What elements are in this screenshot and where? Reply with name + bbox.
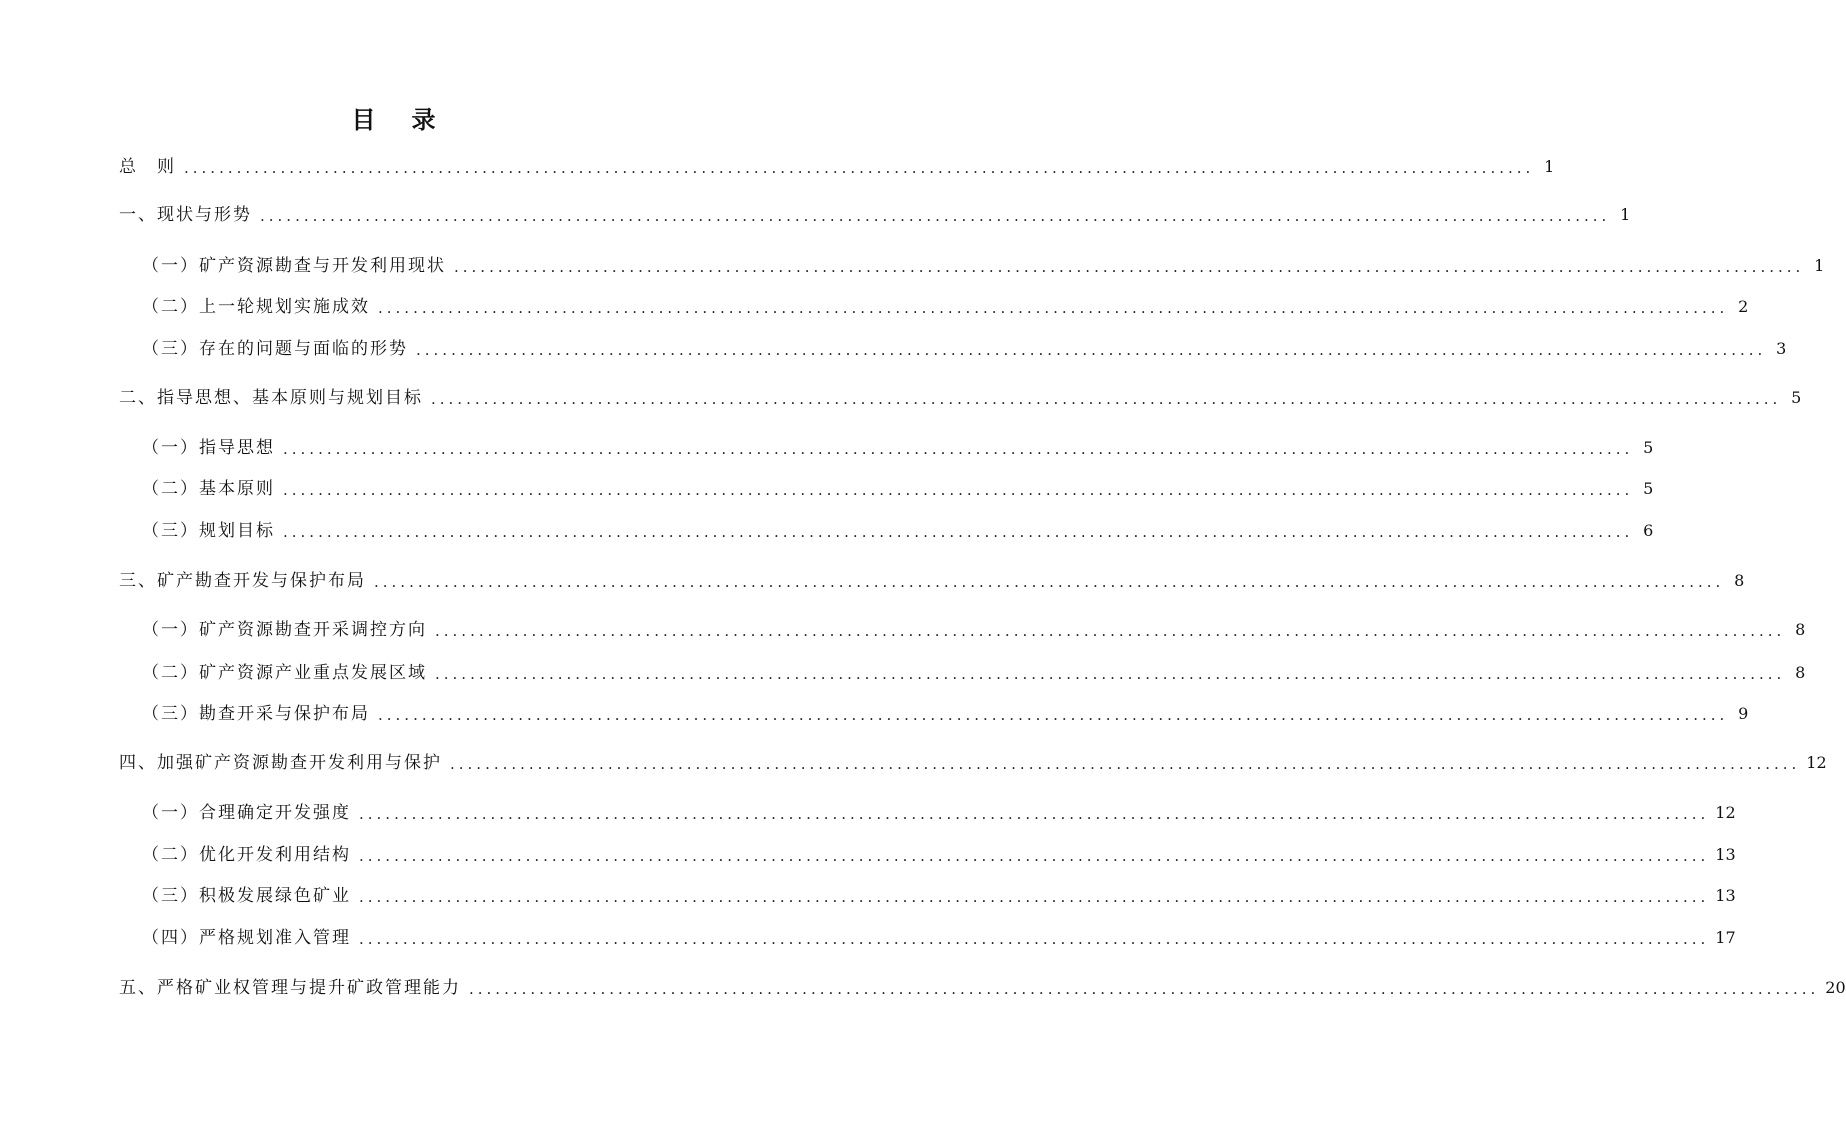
toc-entry[interactable]: [0, 973, 1846, 1003]
toc-entry-label: （二）基本原则: [142, 479, 275, 499]
toc-entry[interactable]: [0, 658, 1806, 688]
toc-page-number: 1: [1814, 256, 1825, 275]
toc-entry[interactable]: [0, 200, 1631, 230]
toc-page-number: 1: [1620, 205, 1631, 224]
toc-entry-label: （三）积极发展绿色矿业: [142, 886, 351, 906]
toc-entry[interactable]: [0, 516, 1654, 546]
toc-entry[interactable]: [0, 615, 1806, 645]
toc-page-number: 20: [1825, 978, 1846, 997]
toc-page-number: 13: [1715, 886, 1736, 905]
dot-leader: ..........................................................................................................................................................: [435, 665, 1786, 683]
toc-page-number: 3: [1776, 339, 1787, 358]
toc-entry-label: （一）矿产资源勘查开采调控方向: [142, 620, 427, 640]
toc-entry-label: （四）严格规划准入管理: [142, 928, 351, 948]
toc-entry[interactable]: [0, 474, 1654, 504]
toc-page-number: 17: [1715, 928, 1736, 947]
toc-page-number: 8: [1795, 663, 1806, 682]
toc-entry[interactable]: [0, 699, 1749, 729]
toc-page-number: 8: [1795, 620, 1806, 639]
dot-leader: ..........................................................................................................................................................: [435, 622, 1786, 640]
dot-leader: ..........................................................................................................................................................: [283, 523, 1634, 541]
toc-page-number: 9: [1738, 704, 1749, 723]
dot-leader: ..........................................................................................................................................................: [283, 481, 1634, 499]
toc-entry[interactable]: [0, 881, 1736, 911]
toc-entry[interactable]: [0, 152, 1555, 182]
toc-page-number: 8: [1734, 571, 1745, 590]
toc-page-number: 2: [1738, 297, 1749, 316]
dot-leader: ..........................................................................................................................................................: [359, 930, 1710, 948]
toc-entry-label: （二）上一轮规划实施成效: [142, 297, 370, 317]
dot-leader: ..........................................................................................................................................................: [378, 299, 1729, 317]
dot-leader: ..........................................................................................................................................................: [283, 440, 1634, 458]
toc-entry-label: 四、加强矿产资源勘查开发利用与保护: [119, 753, 442, 773]
toc-entry-label: 五、严格矿业权管理与提升矿政管理能力: [119, 978, 461, 998]
toc-entry-label: （二）优化开发利用结构: [142, 845, 351, 865]
dot-leader: ..........................................................................................................................................................: [374, 573, 1725, 591]
toc-page-number: 6: [1643, 521, 1654, 540]
toc-entry-label: 二、指导思想、基本原则与规划目标: [119, 388, 423, 408]
toc-entry[interactable]: [0, 383, 1802, 413]
toc-entry[interactable]: [0, 748, 1827, 778]
toc-entry-label: 三、矿产勘查开发与保护布局: [119, 571, 366, 591]
toc-entry-label: （三）规划目标: [142, 521, 275, 541]
toc-entry-label: （一）指导思想: [142, 438, 275, 458]
dot-leader: ..........................................................................................................................................................: [378, 706, 1729, 724]
toc-entry-label: 一、现状与形势: [119, 205, 252, 225]
dot-leader: ..........................................................................................................................................................: [454, 258, 1805, 276]
toc-page-number: 12: [1806, 753, 1827, 772]
dot-leader: ..........................................................................................................................................................: [450, 755, 1801, 773]
toc-entry[interactable]: [0, 923, 1736, 953]
dot-leader: ..........................................................................................................................................................: [431, 390, 1782, 408]
toc-entry[interactable]: [0, 840, 1736, 870]
dot-leader: ..........................................................................................................................................................: [469, 980, 1820, 998]
toc-entry-label: 总 则: [119, 157, 176, 177]
toc-entry[interactable]: [0, 334, 1787, 364]
toc-page-number: 1: [1544, 157, 1555, 176]
toc-page-number: 5: [1643, 479, 1654, 498]
page-title: 目 录: [351, 106, 442, 134]
toc-entry-label: （三）勘查开采与保护布局: [142, 704, 370, 724]
toc-entry-label: （一）合理确定开发强度: [142, 803, 351, 823]
toc-entry-label: （二）矿产资源产业重点发展区域: [142, 663, 427, 683]
toc-page-number: 12: [1715, 803, 1736, 822]
dot-leader: ..........................................................................................................................................................: [359, 805, 1710, 823]
toc-entry[interactable]: [0, 292, 1749, 322]
toc-entry[interactable]: [0, 566, 1745, 596]
dot-leader: ..........................................................................................................................................................: [359, 847, 1710, 865]
dot-leader: ..........................................................................................................................................................: [184, 159, 1535, 177]
toc-page-number: 5: [1643, 438, 1654, 457]
dot-leader: ..........................................................................................................................................................: [416, 341, 1767, 359]
toc-entry[interactable]: [0, 251, 1825, 281]
dot-leader: ..........................................................................................................................................................: [260, 207, 1611, 225]
toc-page-number: 13: [1715, 845, 1736, 864]
toc-entry-label: （三）存在的问题与面临的形势: [142, 339, 408, 359]
toc-entry[interactable]: [0, 433, 1654, 463]
dot-leader: ..........................................................................................................................................................: [359, 888, 1710, 906]
toc-page-number: 5: [1791, 388, 1802, 407]
toc-entry-label: （一）矿产资源勘查与开发利用现状: [142, 256, 446, 276]
toc-entry[interactable]: [0, 798, 1736, 828]
